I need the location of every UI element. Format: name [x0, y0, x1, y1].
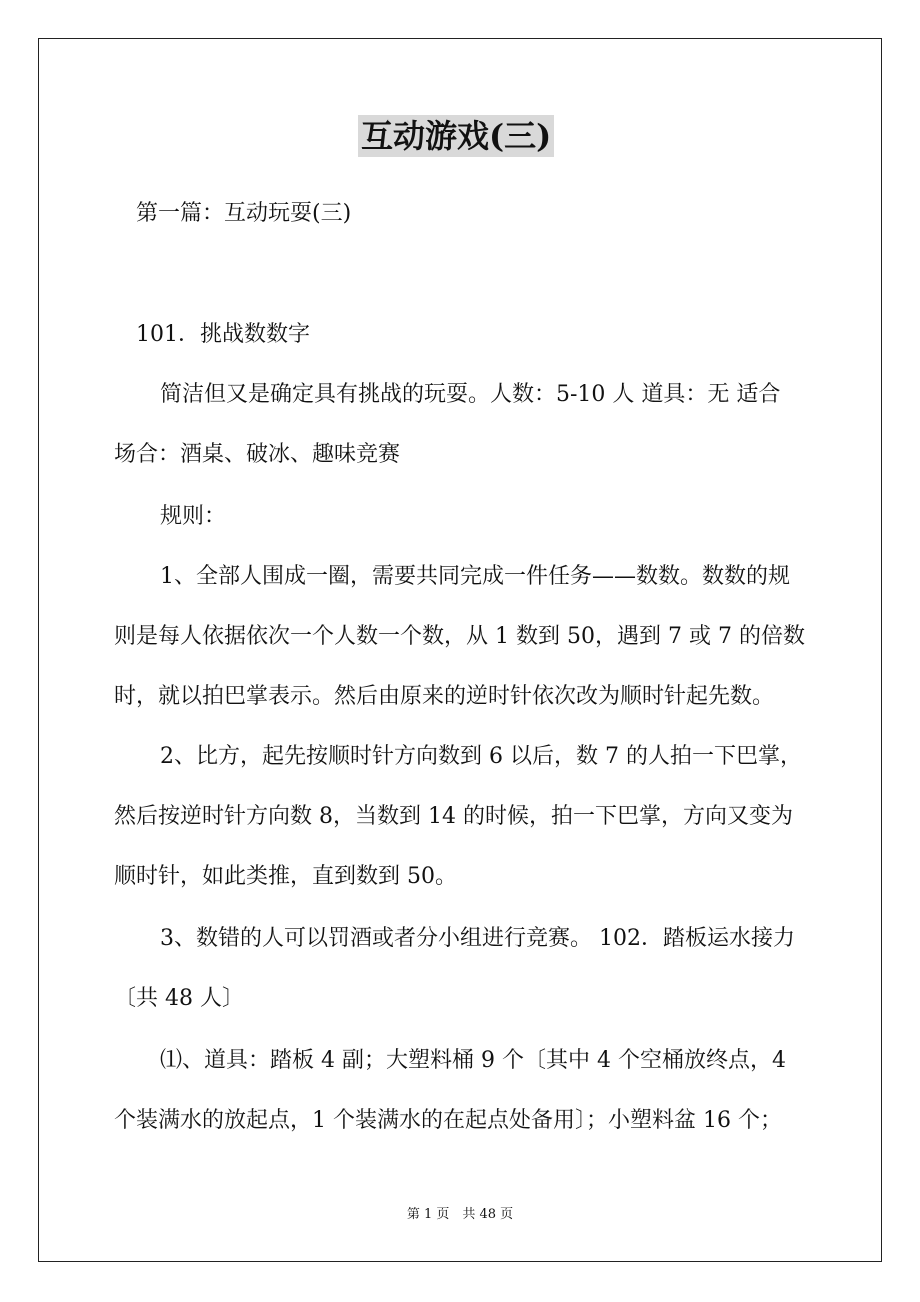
item-heading-101: 101．挑战数数字 [136, 322, 310, 347]
paragraph-line: 然后按逆时针方向数 8，当数到 14 的时候，拍一下巴掌，方向又变为 [114, 804, 793, 829]
paragraph-line: 个装满水的放起点，1 个装满水的在起点处备用〕；小塑料盆 16 个； [114, 1108, 782, 1133]
paragraph-line: 3、数错的人可以罚酒或者分小组进行竞赛。 102．踏板运水接力 [160, 926, 795, 951]
page-number-footer: 第 1 页 共 48 页 [406, 1207, 514, 1222]
section-heading: 第一篇：互动玩耍(三) [136, 201, 352, 226]
paragraph-line: 2、比方，起先按顺时针方向数到 6 以后，数 7 的人拍一下巴掌， [160, 744, 802, 769]
paragraph-line: 顺时针，如此类推，直到数到 50。 [114, 864, 457, 889]
paragraph-line: ⑴、道具：踏板 4 副；大塑料桶 9 个〔其中 4 个空桶放终点，4 [160, 1048, 786, 1073]
document-title: 互动游戏(三) [358, 115, 554, 157]
paragraph-line: 则是每人依据依次一个人数一个数，从 1 数到 50，遇到 7 或 7 的倍数 [114, 624, 805, 649]
paragraph-line: 简洁但又是确定具有挑战的玩耍。人数：5-10 人 道具：无 适合 [160, 382, 781, 407]
paragraph-line: 1、全部人围成一圈，需要共同完成一件任务——数数。数数的规 [160, 564, 790, 589]
paragraph-line: 场合：酒桌、破冰、趣味竞赛 [114, 442, 401, 467]
paragraph-line: 时，就以拍巴掌表示。然后由原来的逆时针依次改为顺时针起先数。 [114, 684, 775, 709]
paragraph-line: 〔共 48 人〕 [114, 986, 244, 1011]
rules-label: 规则： [160, 504, 227, 529]
